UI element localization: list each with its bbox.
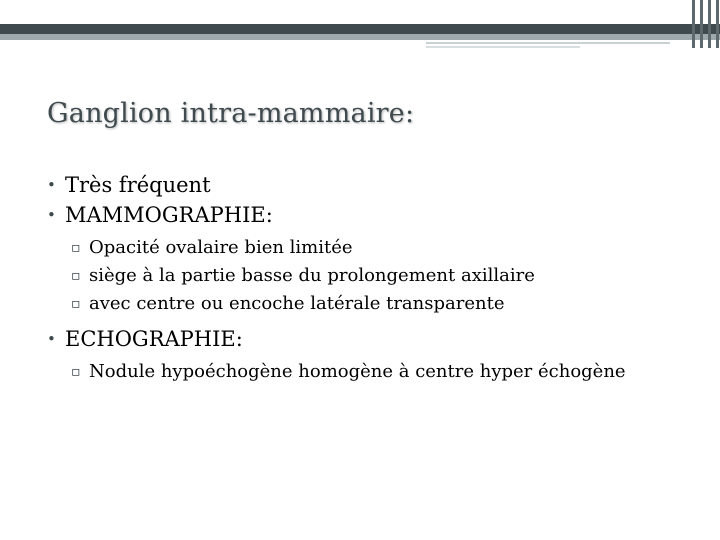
- sub-bullet-text: Opacité ovalaire bien limitée: [89, 237, 353, 258]
- sub-bullet-text: siège à la partie basse du prolongement axillaire: [89, 265, 535, 286]
- sub-bullet-item: [47, 262, 697, 290]
- slide-title: Ganglion intra-mammaire:: [47, 98, 415, 129]
- header-band-light: [0, 34, 720, 40]
- stripe: [716, 0, 719, 48]
- sub-bullet-item: [47, 234, 697, 262]
- bullet-item: [47, 324, 697, 354]
- bullet-item: [47, 170, 697, 200]
- sub-bullet-marker: ▫: [71, 364, 81, 380]
- bullet-marker: •: [47, 330, 56, 348]
- stripe: [700, 0, 703, 48]
- bullet-marker: •: [47, 176, 56, 194]
- bullet-item: [47, 200, 697, 230]
- sub-bullet-list: [47, 358, 697, 386]
- header-line: [426, 42, 670, 44]
- header-line-short: [426, 46, 580, 48]
- bullet-text: MAMMOGRAPHIE:: [65, 203, 273, 227]
- corner-stripes: [688, 0, 720, 48]
- sub-bullet-text: Nodule hypoéchogène homogène à centre hyper échogène: [89, 361, 626, 382]
- bullet-text: Très fréquent: [65, 173, 211, 197]
- sub-bullet-marker: ▫: [71, 240, 81, 256]
- bullet-marker: •: [47, 206, 56, 224]
- sub-bullet-text: avec centre ou encoche latérale transparente: [89, 293, 505, 314]
- stripe: [692, 0, 695, 48]
- sub-bullet-marker: ▫: [71, 296, 81, 312]
- stripe: [708, 0, 711, 48]
- sub-bullet-list: [47, 234, 697, 318]
- sub-bullet-item: [47, 290, 697, 318]
- bullet-text: ECHOGRAPHIE:: [65, 327, 243, 351]
- header-band: [0, 24, 720, 34]
- sub-bullet-item: [47, 358, 649, 386]
- bullet-list: [47, 170, 697, 392]
- sub-bullet-marker: ▫: [71, 268, 81, 284]
